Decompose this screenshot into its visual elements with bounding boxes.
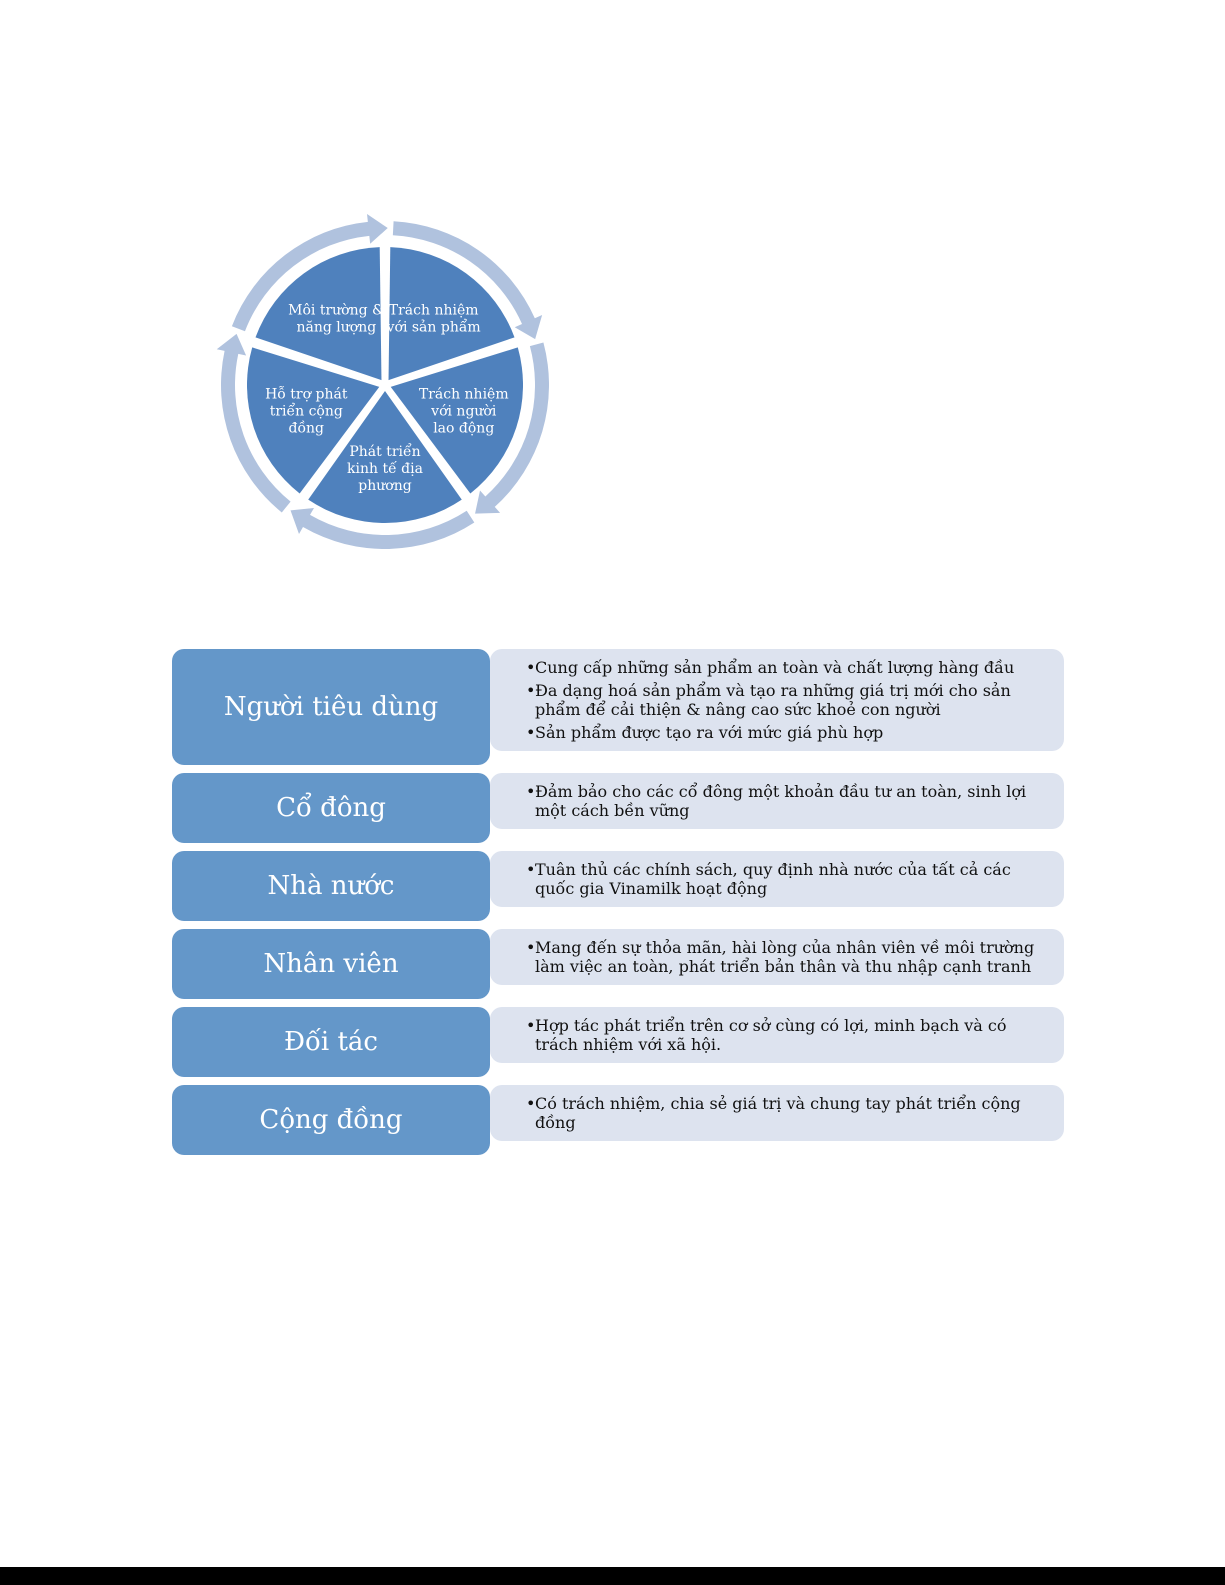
stakeholder-row: [172, 851, 1064, 921]
commitment-item: • Hợp tác phát triển trên cơ sở cùng có lợi, minh bạch và có trách nhiệm với xã hội.: [526, 1016, 1044, 1054]
stakeholder-row: [172, 1007, 1064, 1077]
stakeholder-row: [172, 929, 1064, 999]
commitment-item: • Sản phẩm được tạo ra với mức giá phù hợp: [526, 723, 1044, 742]
cycle-diagram: [200, 200, 570, 570]
commitment-item: • Cung cấp những sản phẩm an toàn và chất lượng hàng đầu: [526, 658, 1044, 677]
cycle-segment-label: Môi trường & năng lượng: [288, 302, 385, 336]
stakeholder-name: Cổ đông: [172, 773, 490, 843]
cycle-segment-label: Trách nhiệm với sản phẩm: [386, 302, 481, 336]
stakeholder-name: Người tiêu dùng: [172, 649, 490, 765]
stakeholder-name: Đối tác: [172, 1007, 490, 1077]
stakeholder-row: [172, 649, 1064, 765]
cycle-segment-label: Phát triển kinh tế địa phương: [347, 443, 423, 494]
stakeholder-list: [172, 642, 1064, 1163]
commitment-item: • Đảm bảo cho các cổ đông một khoản đầu tư an toàn, sinh lợi một cách bền vững: [526, 782, 1044, 820]
stakeholder-commitments: [490, 1085, 1064, 1141]
stakeholder-row: [172, 773, 1064, 843]
commitment-item: • Có trách nhiệm, chia sẻ giá trị và chung tay phát triển cộng đồng: [526, 1094, 1044, 1132]
stakeholder-commitments: [490, 1007, 1064, 1063]
commitment-item: • Đa dạng hoá sản phẩm và tạo ra những giá trị mới cho sản phẩm để cải thiện & nâng cao sức khoẻ con người: [526, 681, 1044, 719]
cycle-segment-label: Trách nhiệm với người lao động: [418, 386, 509, 437]
stakeholder-name: Nhà nước: [172, 851, 490, 921]
commitment-item: • Tuân thủ các chính sách, quy định nhà nước của tất cả các quốc gia Vinamilk hoạt động: [526, 860, 1044, 898]
stakeholder-commitments: [490, 773, 1064, 829]
cycle-segment-label: Hỗ trợ phát triển cộng đồng: [265, 386, 348, 437]
stakeholder-commitments: [490, 851, 1064, 907]
stakeholder-commitments: [490, 929, 1064, 985]
stakeholder-name: Cộng đồng: [172, 1085, 490, 1155]
stakeholder-name: Nhân viên: [172, 929, 490, 999]
commitment-item: • Mang đến sự thỏa mãn, hài lòng của nhân viên về môi trường làm việc an toàn, phát triển bản thân và thu nhập cạnh tranh: [526, 938, 1044, 976]
stakeholder-commitments: [490, 649, 1064, 751]
stakeholder-row: [172, 1085, 1064, 1155]
page-bottom-rule: [0, 1567, 1225, 1585]
